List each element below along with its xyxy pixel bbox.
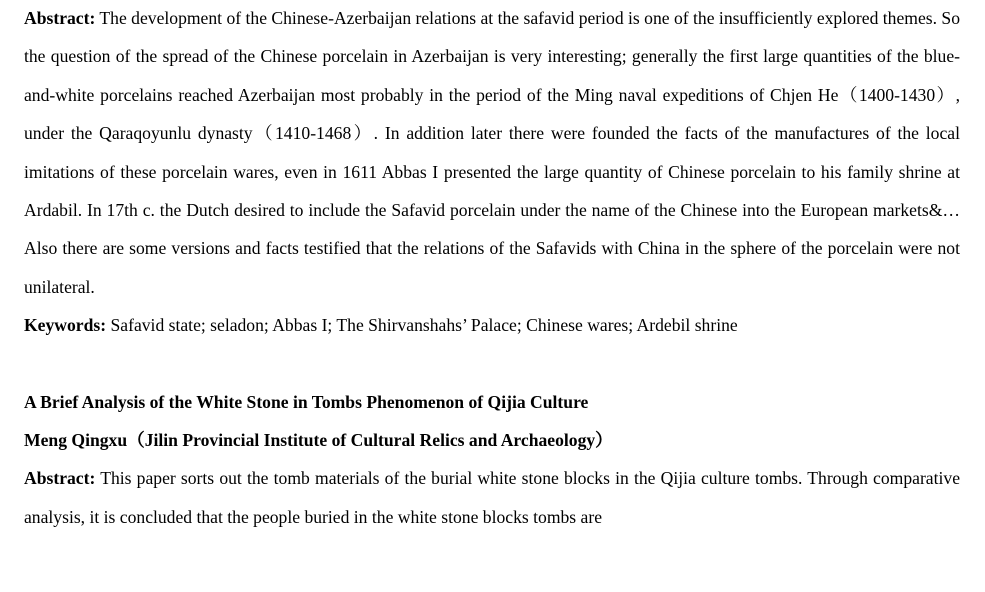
abstract-label-2: Abstract: <box>24 468 96 489</box>
abstract-text: The development of the Chinese-Azerbaijan relations at the safavid period is one of the insufficiently explored themes. So the question of the spread of the Chinese porcelain in Azerbaijan is very interesting; generally the first large quantities of the blue-and-white porcelains reached Azerbaijan most probably in the period of the Ming naval expeditions of Chjen He（1400-1430）, under the Qaraqoyunlu dynasty（1410-1468）. In addition later there were founded the facts of the manufactures of the local imitations of these porcelain wares, even in 1611 Abbas I presented the large quantity of Chinese porcelain to his family shrine at Ardabil. In 17th c. the Dutch desired to include the Safavid porcelain under the name of the Chinese into the European markets&… Also there are some versions and facts testified that the relations of the Safavids with China in the sphere of the porcelain were not unilateral. <box>24 8 960 297</box>
article-title: A Brief Analysis of the White Stone in Tombs Phenomenon of Qijia Culture <box>24 391 589 412</box>
section-spacer <box>24 345 960 383</box>
abstract-label: Abstract: <box>24 8 96 28</box>
article-author: Meng Qingxu（Jilin Provincial Institute of Cultural Relics and Archaeology） <box>24 430 613 451</box>
keywords-text: Safavid state; seladon; Abbas I; The Shirvanshahs’ Palace; Chinese wares; Ardebil shrine <box>106 315 738 336</box>
abstract-text-2: This paper sorts out the tomb materials of the burial white stone blocks in the Qijia culture tombs. Through comparative analysis, it is concluded that the people buried in the white stone blocks tombs are <box>24 468 960 527</box>
abstract-paragraph-1 <box>24 0 960 306</box>
abstract-paragraph-2 <box>24 459 960 536</box>
keywords-label: Keywords: <box>24 315 107 336</box>
document-page <box>24 0 960 536</box>
keywords-paragraph <box>24 306 960 344</box>
